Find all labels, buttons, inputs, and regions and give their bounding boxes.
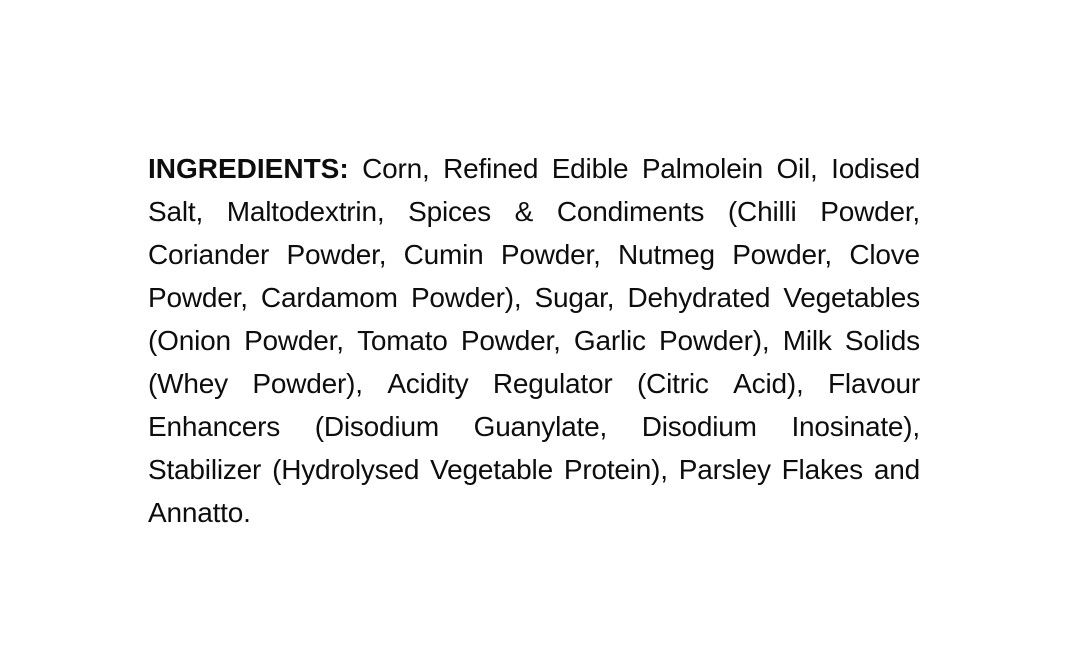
ingredients-text-line: (Whey Powder), Acidity Regulator (Citric Acid), Flavour [148,368,920,399]
ingredients-text-line: Annatto. [148,497,251,528]
ingredients-text-line: Stabilizer (Hydrolysed Vegetable Protein), Parsley Flakes and [148,454,920,485]
ingredients-text-line: Coriander Powder, Cumin Powder, Nutmeg Powder, Clove [148,239,920,270]
ingredients-text-line: (Onion Powder, Tomato Powder, Garlic Powder), Milk Solids [148,325,920,356]
ingredients-text-line: INGREDIENTS: Corn, Refined Edible Palmolein Oil, Iodised [148,153,920,184]
ingredients-paragraph [148,147,920,534]
ingredients-text-line: Salt, Maltodextrin, Spices & Condiments (Chilli Powder, [148,196,920,227]
ingredients-text-line: Powder, Cardamom Powder), Sugar, Dehydrated Vegetables [148,282,920,313]
ingredients-text-line: Enhancers (Disodium Guanylate, Disodium Inosinate), [148,411,920,442]
